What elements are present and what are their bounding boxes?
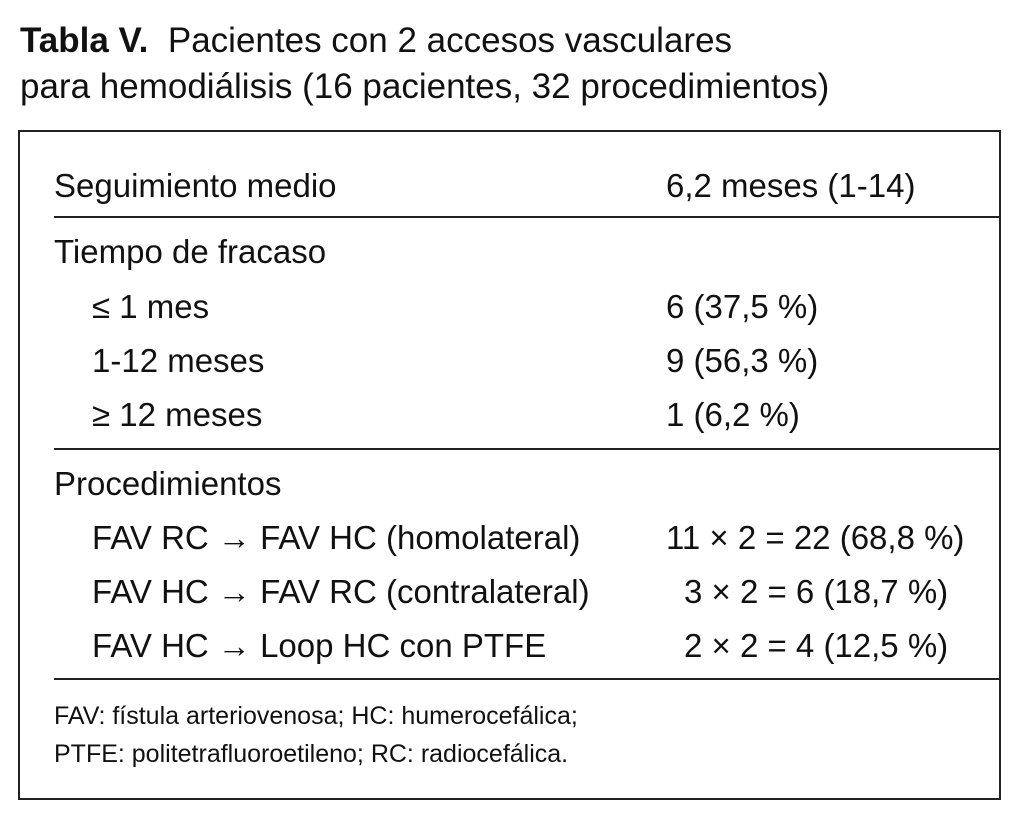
procedure-row-label-1: FAV RC → FAV HC (homolateral): [92, 519, 581, 556]
failure-time-header: Tiempo de fracaso: [54, 233, 327, 270]
title-text-1: Pacientes con 2 accesos vasculares: [167, 21, 733, 60]
failure-row-label-2: 1-12 meses: [92, 342, 265, 379]
procedure-row-label-3: FAV HC → Loop HC con PTFE: [92, 627, 547, 664]
failure-row-value-2: 9 (56,3 %): [666, 342, 819, 379]
follow-up-label: Seguimiento medio: [54, 167, 337, 204]
procedure-row-label-2: FAV HC → FAV RC (contralateral): [92, 573, 590, 610]
footnote-line-2: PTFE: politetrafluoroetileno; RC: radiocefálica.: [54, 740, 569, 768]
table-frame: [18, 130, 1001, 800]
failure-row-value-1: 6 (37,5 %): [666, 288, 819, 325]
table-title: [20, 18, 1010, 110]
table-label: Tabla V.: [20, 21, 149, 60]
title-line-2: para hemodiálisis (16 pacientes, 32 procedimientos): [20, 67, 830, 106]
procedure-row-value-1: 11 × 2 = 22 (68,8 %): [666, 519, 965, 556]
procedure-row-value-3: 2 × 2 = 4 (12,5 %): [684, 627, 949, 664]
failure-row-label-3: ≥ 12 meses: [92, 396, 263, 433]
divider-3: [54, 678, 999, 680]
title-line-1: [20, 18, 1010, 64]
procedure-row-value-2: 3 × 2 = 6 (18,7 %): [684, 573, 949, 610]
failure-row-label-1: ≤ 1 mes: [92, 288, 210, 325]
footnote-line-1: FAV: fístula arteriovenosa; HC: humerocefálica;: [54, 702, 578, 730]
divider-1: [54, 216, 999, 218]
procedures-header: Procedimientos: [54, 465, 282, 502]
failure-row-value-3: 1 (6,2 %): [666, 396, 800, 433]
follow-up-value: 6,2 meses (1-14): [666, 167, 916, 204]
divider-2: [54, 448, 999, 450]
